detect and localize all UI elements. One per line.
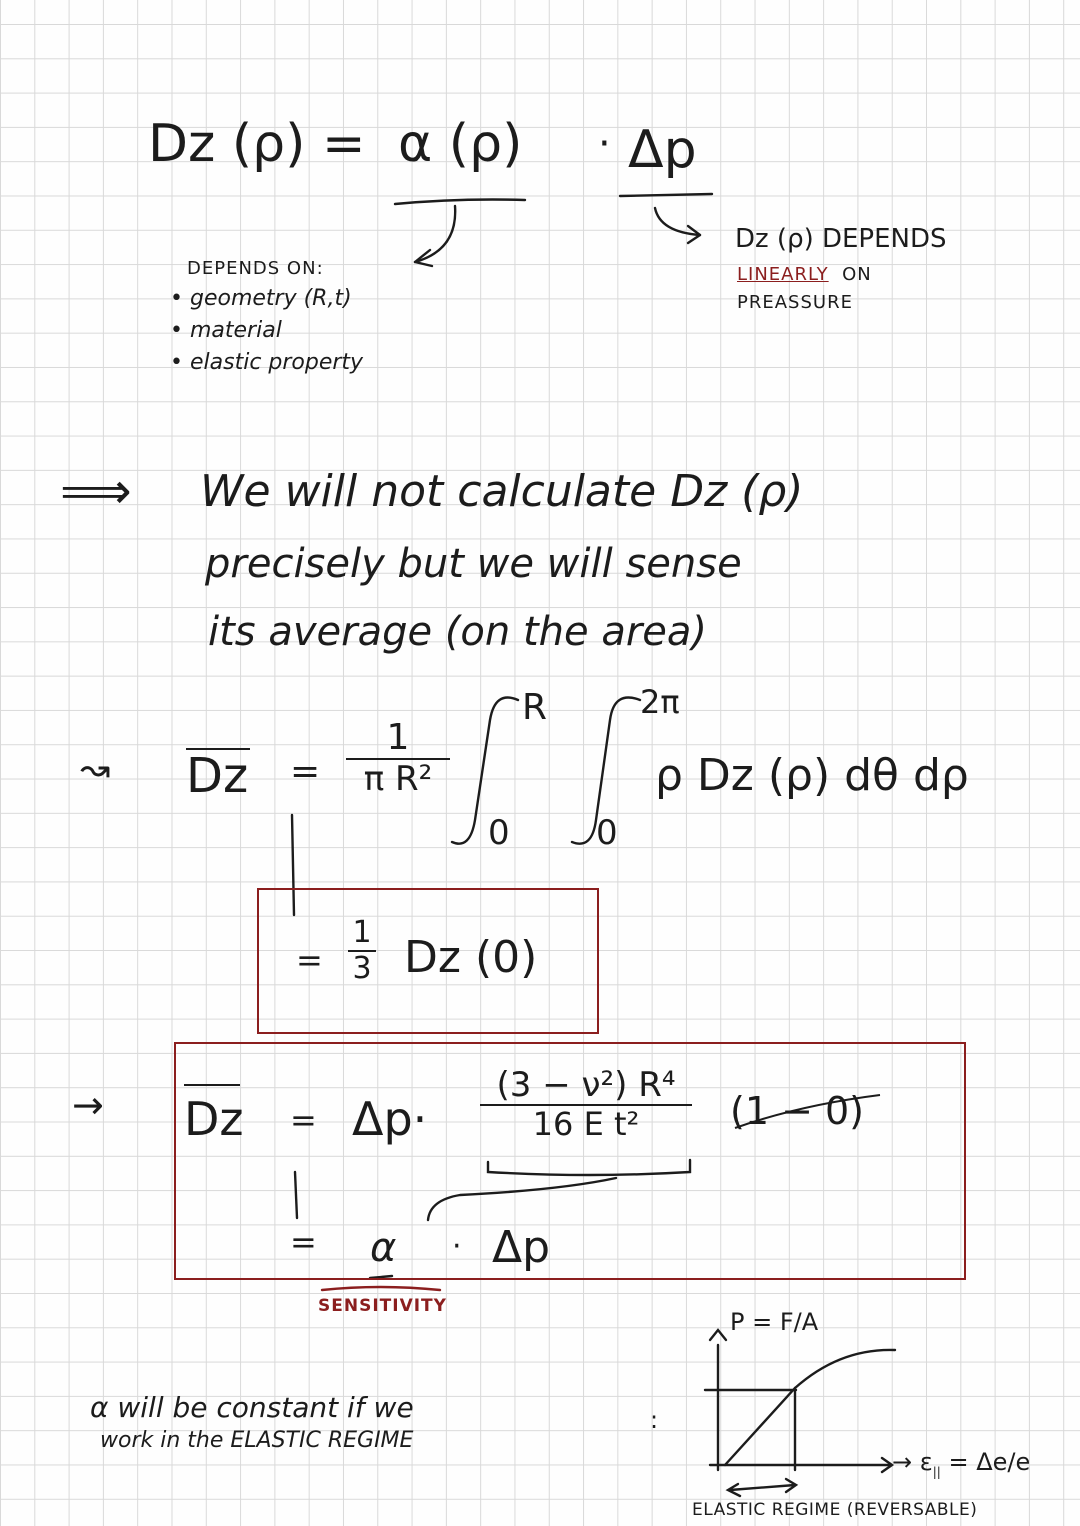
eq3-equals: = bbox=[290, 1101, 317, 1139]
box1-term: Dz (0) bbox=[404, 932, 538, 983]
box1-fraction bbox=[348, 915, 376, 986]
int2-upper: 2π bbox=[640, 683, 680, 721]
graph-caption: ELASTIC REGIME (REVERSABLE) bbox=[692, 1500, 978, 1520]
implies-arrow: ⟹ bbox=[60, 462, 132, 520]
footer-line1: α will be constant if we bbox=[90, 1391, 414, 1424]
dp-underline bbox=[620, 194, 712, 196]
eq3-dp2: Δp bbox=[492, 1222, 551, 1273]
eq3-equals-2: = bbox=[290, 1223, 317, 1261]
alpha-underline bbox=[395, 200, 525, 205]
dp-note-line2: LINEARLY ON bbox=[737, 264, 872, 285]
sensitivity-underline bbox=[322, 1287, 440, 1290]
footer-line2: work in the ELASTIC REGIME bbox=[100, 1428, 414, 1453]
linearly-label: LINEARLY bbox=[737, 264, 829, 285]
box1-num: 1 bbox=[352, 915, 372, 950]
alpha-note-item-2: • material bbox=[170, 318, 282, 343]
dp-note-line1: Dz (ρ) DEPENDS bbox=[735, 224, 947, 254]
eq3-fraction bbox=[480, 1065, 692, 1143]
eq1-dp: Δp bbox=[628, 120, 697, 180]
eq3-arrow: → bbox=[72, 1083, 104, 1127]
eq1-alpha: α (ρ) bbox=[398, 114, 523, 174]
eq3-dp: Δp· bbox=[352, 1092, 428, 1146]
eq2-num: 1 bbox=[386, 717, 410, 758]
graph-ylabel: P = F/A bbox=[730, 1308, 819, 1336]
elastic-regime-arrow bbox=[730, 1485, 795, 1490]
alpha-arrow bbox=[415, 206, 455, 262]
graph-xlabel: → $\varepsilon_{||} = \Delta e/e$ bbox=[892, 1448, 1031, 1479]
eq2-lhs: Dz bbox=[186, 748, 249, 804]
eq2-fraction bbox=[346, 717, 450, 799]
eq2-integrand: ρ Dz (ρ) dθ dρ bbox=[655, 750, 969, 801]
eq3-num: (3 − ν²) R⁴ bbox=[496, 1065, 676, 1105]
graph-curve bbox=[725, 1350, 895, 1465]
eq3-dot: · bbox=[452, 1229, 462, 1264]
eq2-den: π R² bbox=[363, 759, 433, 799]
statement-line1: We will not calculate Dz (ρ) bbox=[200, 466, 804, 517]
eq2-arrow: ↝ bbox=[80, 749, 111, 790]
box1-equals: = bbox=[296, 941, 323, 979]
sensitivity-label: SENSITIVITY bbox=[318, 1296, 447, 1316]
statement-line3: its average (on the area) bbox=[208, 609, 708, 655]
alpha-note-item-3: • elastic property bbox=[170, 350, 364, 375]
box1-den: 3 bbox=[352, 951, 372, 986]
eq3-den: 16 E t² bbox=[532, 1105, 640, 1143]
int1-upper: R bbox=[522, 687, 548, 728]
eq2-equals: = bbox=[290, 751, 321, 792]
statement-line2: precisely but we will sense bbox=[205, 541, 742, 587]
eq1-lhs: Dz (ρ) = bbox=[148, 114, 366, 174]
footer-colon: : bbox=[650, 1406, 659, 1434]
eq3-lhs: Dz bbox=[184, 1092, 244, 1146]
eq3-cancelled-term: (1 − 0) bbox=[730, 1089, 865, 1133]
int2-lower: 0 bbox=[596, 813, 618, 853]
dp-note-line3: PREASSURE bbox=[737, 292, 853, 313]
alpha-note-heading: DEPENDS ON: bbox=[187, 258, 324, 279]
int1-lower: 0 bbox=[488, 813, 510, 853]
eq2-lhs-overbar bbox=[186, 748, 250, 750]
eq3-alpha: α bbox=[370, 1225, 397, 1271]
eq3-lhs-overbar bbox=[184, 1084, 240, 1086]
alpha-note-item-1: • geometry (R,t) bbox=[170, 286, 352, 311]
eq1-dot: · bbox=[598, 121, 611, 167]
